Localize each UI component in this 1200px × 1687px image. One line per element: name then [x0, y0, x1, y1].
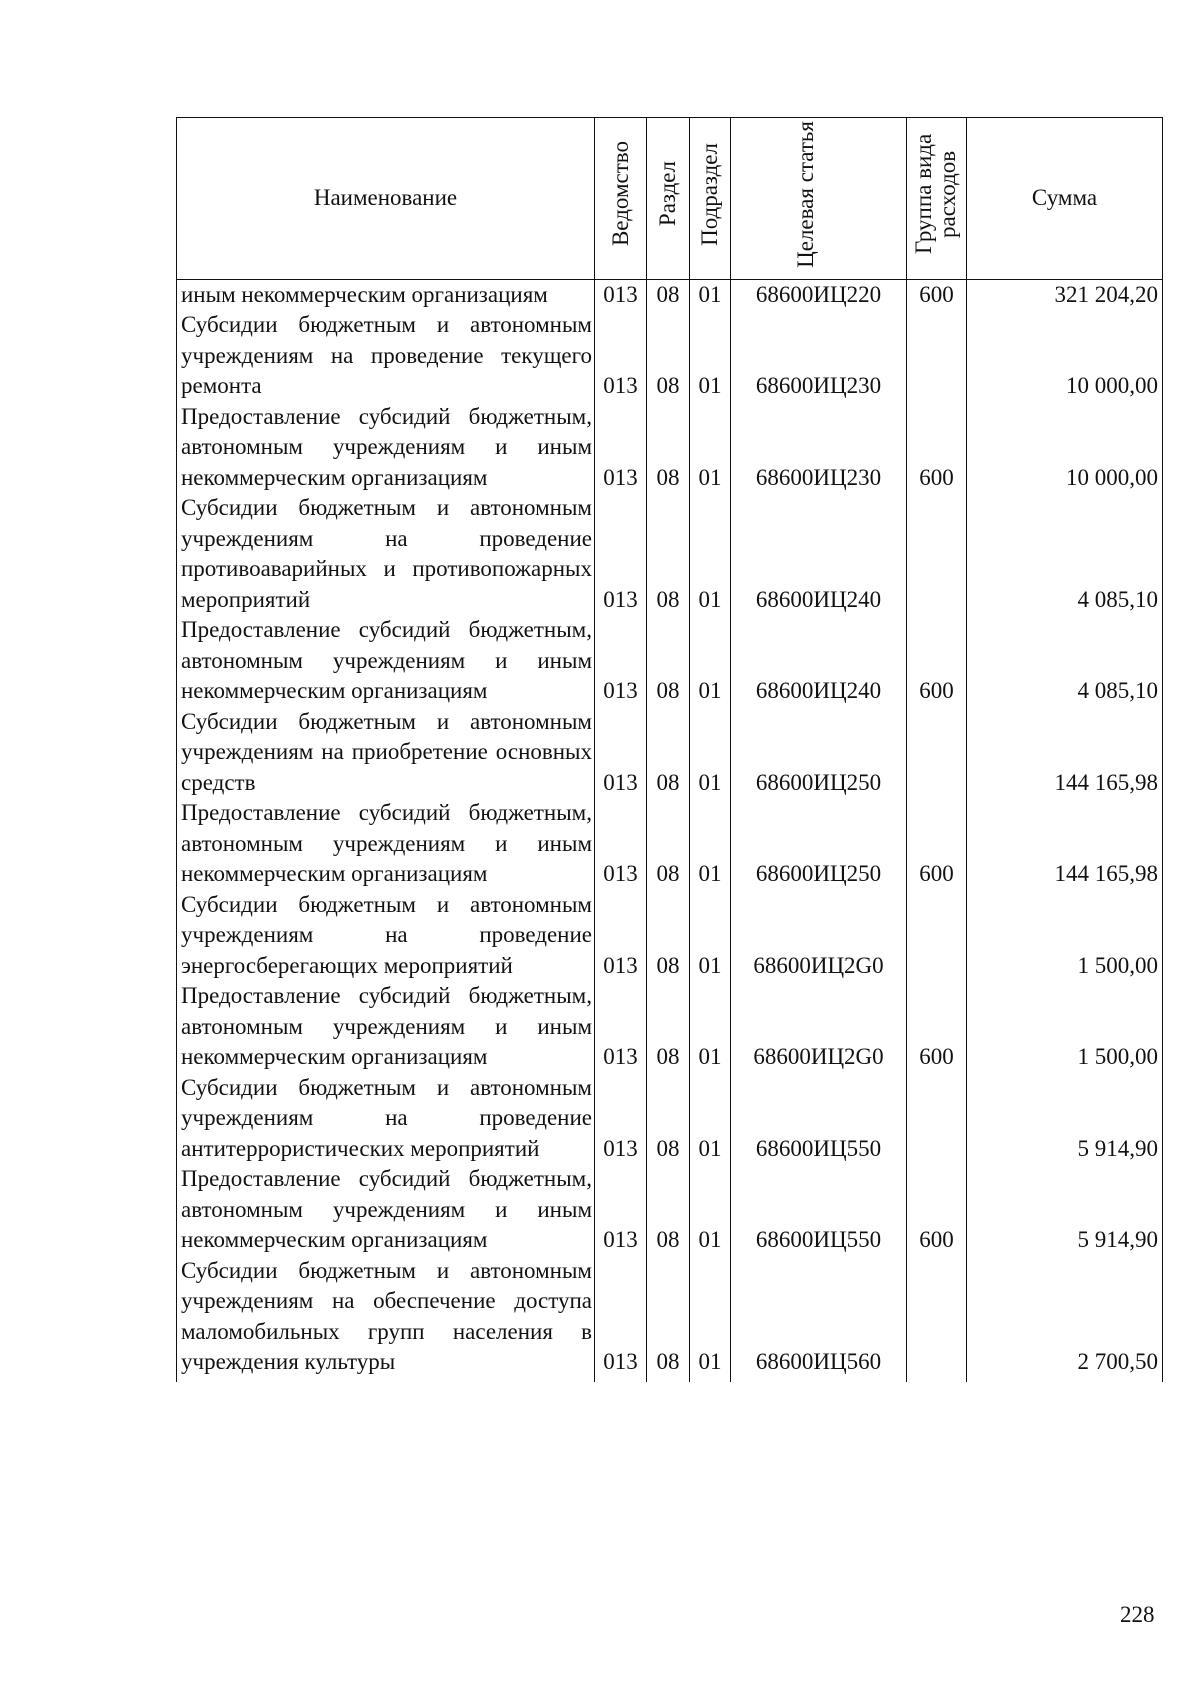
header-name: Наименование	[177, 118, 595, 280]
table-row	[177, 890, 1163, 982]
row-name-cell: Предоставление субсидий бюджетным, автономным учреждениям и иным некоммерческим организациям	[177, 402, 595, 494]
row-summa-cell: 2 700,50	[967, 1256, 1163, 1382]
row-gruppa-cell	[907, 493, 967, 615]
row-gruppa-cell: 600	[907, 615, 967, 707]
header-tselevaya-statya: Целевая статья	[731, 118, 907, 280]
row-gruppa-cell	[907, 310, 967, 402]
row-name-cell: Предоставление субсидий бюджетным, автономным учреждениям и иным некоммерческим организациям	[177, 798, 595, 890]
row-summa-cell: 144 165,98	[967, 707, 1163, 799]
row-podrazdel-cell: 01	[690, 402, 731, 494]
row-vedomstvo-cell: 013	[595, 615, 647, 707]
row-gruppa-cell	[907, 1256, 967, 1382]
row-podrazdel-cell: 01	[690, 890, 731, 982]
table-row	[177, 1164, 1163, 1256]
row-tselevaya-statya-cell: 68600ИЦ240	[731, 615, 907, 707]
row-podrazdel-cell: 01	[690, 1164, 731, 1256]
row-name-cell: Субсидии бюджетным и автономным учреждениям на приобретение основных средств	[177, 707, 595, 799]
row-podrazdel-cell: 01	[690, 1073, 731, 1165]
row-gruppa-cell: 600	[907, 402, 967, 494]
row-name-cell: Субсидии бюджетным и автономным учреждениям на проведение текущего ремонта	[177, 310, 595, 402]
row-name-cell: Предоставление субсидий бюджетным, автономным учреждениям и иным некоммерческим организациям	[177, 615, 595, 707]
row-podrazdel-cell: 01	[690, 707, 731, 799]
row-razdel-cell: 08	[647, 279, 690, 310]
budget-table	[176, 117, 1163, 1382]
table-row	[177, 310, 1163, 402]
header-gruppa-vida-raskhodov: Группа вида расходов	[907, 118, 967, 280]
row-razdel-cell: 08	[647, 890, 690, 982]
table-row	[177, 493, 1163, 615]
row-vedomstvo-cell: 013	[595, 1164, 647, 1256]
row-summa-cell: 4 085,10	[967, 615, 1163, 707]
row-gruppa-cell: 600	[907, 981, 967, 1073]
row-vedomstvo-cell: 013	[595, 310, 647, 402]
row-razdel-cell: 08	[647, 493, 690, 615]
row-tselevaya-statya-cell: 68600ИЦ2G0	[731, 981, 907, 1073]
row-name-cell: Предоставление субсидий бюджетным, автономным учреждениям и иным некоммерческим организациям	[177, 981, 595, 1073]
row-gruppa-cell	[907, 1073, 967, 1165]
row-tselevaya-statya-cell: 68600ИЦ250	[731, 798, 907, 890]
row-razdel-cell: 08	[647, 310, 690, 402]
row-name-cell: Субсидии бюджетным и автономным учреждениям на проведение антитеррористических мероприятий	[177, 1073, 595, 1165]
row-summa-cell: 10 000,00	[967, 310, 1163, 402]
row-gruppa-cell	[907, 890, 967, 982]
row-tselevaya-statya-cell: 68600ИЦ560	[731, 1256, 907, 1382]
row-name-cell: Предоставление субсидий бюджетным, автономным учреждениям и иным некоммерческим организациям	[177, 1164, 595, 1256]
row-vedomstvo-cell: 013	[595, 1073, 647, 1165]
row-summa-cell: 10 000,00	[967, 402, 1163, 494]
row-razdel-cell: 08	[647, 1256, 690, 1382]
table-row	[177, 1073, 1163, 1165]
row-name-cell: иным некоммерческим организациям	[177, 279, 595, 310]
table-row	[177, 798, 1163, 890]
row-summa-cell: 321 204,20	[967, 279, 1163, 310]
header-row	[177, 118, 1163, 280]
row-vedomstvo-cell: 013	[595, 402, 647, 494]
row-summa-cell: 5 914,90	[967, 1164, 1163, 1256]
row-razdel-cell: 08	[647, 981, 690, 1073]
row-gruppa-cell: 600	[907, 279, 967, 310]
page-number: 228	[1120, 1602, 1155, 1627]
table-row	[177, 279, 1163, 310]
row-tselevaya-statya-cell: 68600ИЦ2G0	[731, 890, 907, 982]
row-summa-cell: 1 500,00	[967, 890, 1163, 982]
row-razdel-cell: 08	[647, 1073, 690, 1165]
row-tselevaya-statya-cell: 68600ИЦ250	[731, 707, 907, 799]
row-name-cell: Субсидии бюджетным и автономным учреждениям на проведение энергосберегающих мероприятий	[177, 890, 595, 982]
row-podrazdel-cell: 01	[690, 493, 731, 615]
row-summa-cell: 4 085,10	[967, 493, 1163, 615]
row-podrazdel-cell: 01	[690, 615, 731, 707]
table-row	[177, 981, 1163, 1073]
header-razdel: Раздел	[647, 118, 690, 280]
row-vedomstvo-cell: 013	[595, 798, 647, 890]
row-tselevaya-statya-cell: 68600ИЦ220	[731, 279, 907, 310]
row-name-cell: Субсидии бюджетным и автономным учреждениям на проведение противоаварийных и противопожарных мероприятий	[177, 493, 595, 615]
row-gruppa-cell: 600	[907, 1164, 967, 1256]
header-vedomstvo: Ведомство	[595, 118, 647, 280]
table-row	[177, 1256, 1163, 1382]
row-summa-cell: 5 914,90	[967, 1073, 1163, 1165]
row-tselevaya-statya-cell: 68600ИЦ230	[731, 310, 907, 402]
row-tselevaya-statya-cell: 68600ИЦ550	[731, 1073, 907, 1165]
row-summa-cell: 1 500,00	[967, 981, 1163, 1073]
row-razdel-cell: 08	[647, 798, 690, 890]
row-podrazdel-cell: 01	[690, 798, 731, 890]
row-tselevaya-statya-cell: 68600ИЦ230	[731, 402, 907, 494]
table-row	[177, 707, 1163, 799]
row-vedomstvo-cell: 013	[595, 890, 647, 982]
header-podrazdel: Подраздел	[690, 118, 731, 280]
row-vedomstvo-cell: 013	[595, 279, 647, 310]
row-razdel-cell: 08	[647, 1164, 690, 1256]
row-podrazdel-cell: 01	[690, 1256, 731, 1382]
row-razdel-cell: 08	[647, 615, 690, 707]
row-podrazdel-cell: 01	[690, 310, 731, 402]
row-razdel-cell: 08	[647, 707, 690, 799]
table-row	[177, 402, 1163, 494]
row-gruppa-cell	[907, 707, 967, 799]
row-tselevaya-statya-cell: 68600ИЦ240	[731, 493, 907, 615]
table-row	[177, 615, 1163, 707]
row-vedomstvo-cell: 013	[595, 1256, 647, 1382]
row-vedomstvo-cell: 013	[595, 493, 647, 615]
row-razdel-cell: 08	[647, 402, 690, 494]
row-podrazdel-cell: 01	[690, 279, 731, 310]
row-tselevaya-statya-cell: 68600ИЦ550	[731, 1164, 907, 1256]
row-gruppa-cell: 600	[907, 798, 967, 890]
row-name-cell: Субсидии бюджетным и автономным учреждениям на обеспечение доступа маломобильных групп населения в учреждения культуры	[177, 1256, 595, 1382]
row-vedomstvo-cell: 013	[595, 981, 647, 1073]
row-vedomstvo-cell: 013	[595, 707, 647, 799]
row-podrazdel-cell: 01	[690, 981, 731, 1073]
row-summa-cell: 144 165,98	[967, 798, 1163, 890]
header-summa: Сумма	[967, 118, 1163, 280]
